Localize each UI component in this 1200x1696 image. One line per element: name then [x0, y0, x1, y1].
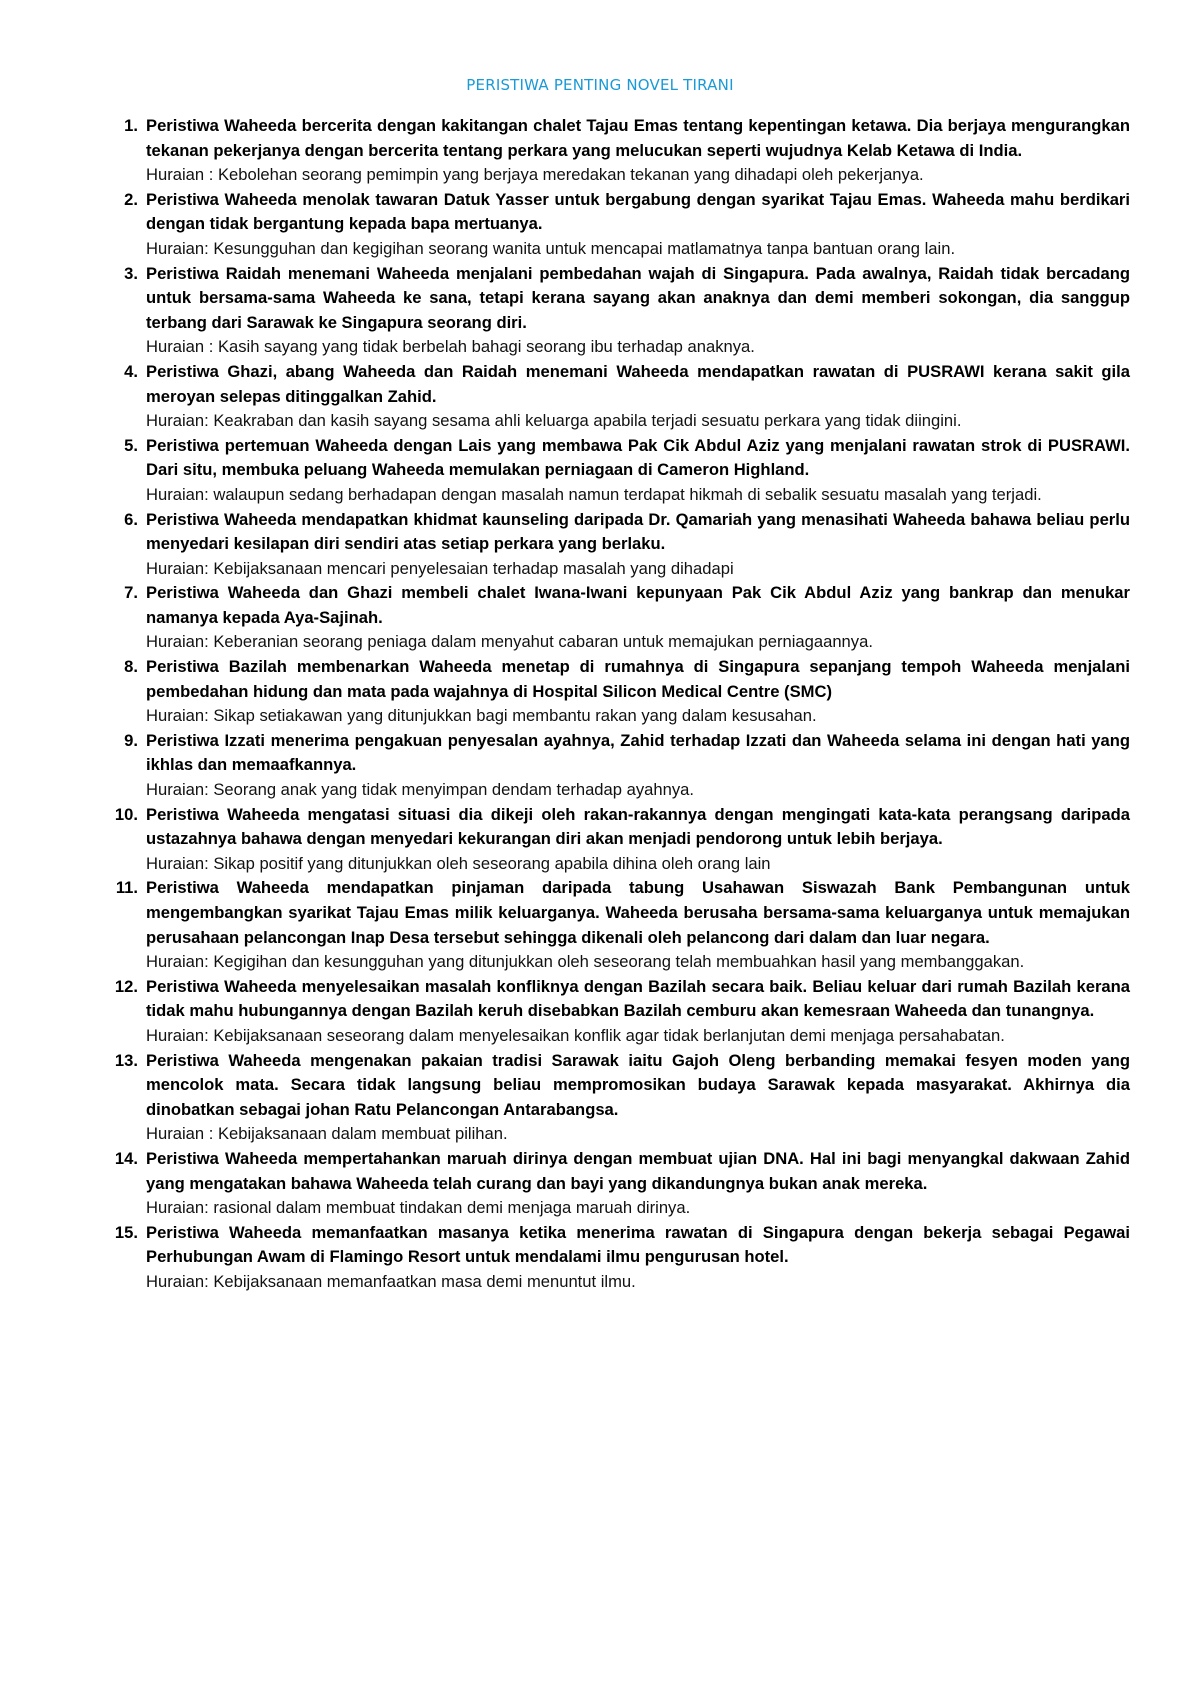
item-huraian: Huraian : Kasih sayang yang tidak berbelah bahagi seorang ibu terhadap anaknya.	[146, 337, 755, 357]
list-item	[98, 508, 1130, 582]
item-event: Peristiwa Waheeda bercerita dengan kakitangan chalet Tajau Emas tentang kepentingan ketawa. Dia berjaya mengurangkan tekanan pekerjanya dengan bercerita tentang perkara yang melucukan seperti wujudnya Kelab Ketawa di India.	[146, 116, 1130, 160]
list-item	[98, 581, 1130, 655]
item-event: Peristiwa Waheeda mendapatkan pinjaman daripada tabung Usahawan Siswazah Bank Pembangunan untuk mengembangkan syarikat Tajau Emas milik keluarganya. Waheeda berusaha bersama-sama keluarganya untuk memajukan perusahaan pelancongan Inap Desa tersebut sehingga dikenali oleh pelancong dari dalam dan luar negara.	[146, 878, 1130, 947]
item-event: Peristiwa Waheeda mengatasi situasi dia dikeji oleh rakan-rakannya dengan mengingati kata-kata perangsang daripada ustazahnya bahawa dengan menyedari kekurangan diri akan menjadi pendorong untuk lebih berjaya.	[146, 804, 1130, 849]
item-event: Peristiwa Ghazi, abang Waheeda dan Raidah menemani Waheeda mendapatkan rawatan di PUSRAWI kerana sakit gila meroyan selepas ditinggalkan Zahid.	[146, 361, 1130, 406]
event-list	[98, 114, 1130, 1295]
item-huraian: Huraian: Keberanian seorang peniaga dalam menyahut cabaran untuk memajukan perniagaannya.	[146, 632, 873, 652]
item-huraian: Huraian: rasional dalam membuat tindakan demi menjaga maruah dirinya.	[146, 1198, 691, 1218]
item-event: Peristiwa pertemuan Waheeda dengan Lais yang membawa Pak Cik Abdul Aziz yang menjalani rawatan strok di PUSRAWI. Dari situ, membuka peluang Waheeda memulakan perniagaan di Cameron Highland.	[146, 435, 1130, 480]
item-huraian: Huraian: Kesungguhan dan kegigihan seorang wanita untuk mencapai matlamatnya tanpa bantuan orang lain.	[146, 238, 956, 258]
item-number: 11.	[115, 878, 138, 898]
item-event: Peristiwa Waheeda mendapatkan khidmat kaunseling daripada Dr. Qamariah yang menasihati Waheeda bahawa beliau perlu menyedari kesilapan diri sendiri atas setiap perkara yang berlaku.	[146, 509, 1130, 554]
item-event: Peristiwa Raidah menemani Waheeda menjalani pembedahan wajah di Singapura. Pada awalnya, Raidah tidak bercadang untuk bersama-sama Waheeda ke sana, tetapi kerana sayang akan anaknya dan demi memberi sokongan, dia sanggup terbang dari Sarawak ke Singapura seorang diri.	[146, 263, 1130, 332]
item-huraian: Huraian: walaupun sedang berhadapan dengan masalah namun terdapat hikmah di sebalik sesuatu masalah yang terjadi.	[146, 484, 1042, 504]
item-number: 13.	[114, 1050, 138, 1070]
item-huraian: Huraian: Kebijaksanaan seseorang dalam menyelesaikan konflik agar tidak berlanjutan demi menjaga persahabatan.	[146, 1025, 1005, 1045]
item-huraian: Huraian: Sikap setiakawan yang ditunjukkan bagi membantu rakan yang dalam kesusahan.	[146, 706, 817, 726]
list-item	[98, 114, 1130, 188]
item-event: Peristiwa Izzati menerima pengakuan penyesalan ayahnya, Zahid terhadap Izzati dan Waheeda selama ini dengan hati yang ikhlas dan memaafkannya.	[146, 730, 1130, 775]
item-event: Peristiwa Waheeda dan Ghazi membeli chalet Iwana-Iwani kepunyaan Pak Cik Abdul Aziz yang bankrap dan menukar namanya kepada Aya-Sajinah.	[146, 583, 1130, 627]
item-huraian: Huraian: Seorang anak yang tidak menyimpan dendam terhadap ayahnya.	[146, 780, 694, 800]
list-item	[98, 1049, 1130, 1147]
item-number: 5.	[124, 435, 138, 455]
list-item	[98, 262, 1130, 360]
list-item	[98, 729, 1130, 803]
item-huraian: Huraian: Kebijaksanaan mencari penyelesaian terhadap masalah yang dihadapi	[146, 558, 734, 578]
item-number: 8.	[124, 657, 138, 677]
item-event: Peristiwa Bazilah membenarkan Waheeda menetap di rumahnya di Singapura sepanjang tempoh Waheeda menjalani pembedahan hidung dan mata pada wajahnya di Hospital Silicon Medical Centre (SMC)	[146, 657, 1130, 701]
item-number: 4.	[124, 361, 138, 381]
document-title: PERISTIWA PENTING NOVEL TIRANI	[466, 76, 734, 94]
item-event: Peristiwa Waheeda memanfaatkan masanya ketika menerima rawatan di Singapura dengan bekerja sebagai Pegawai Perhubungan Awam di Flamingo Resort untuk mendalami ilmu pengurusan hotel.	[146, 1222, 1130, 1267]
item-number: 10.	[114, 804, 138, 824]
list-item	[98, 1221, 1130, 1295]
item-huraian: Huraian: Sikap positif yang ditunjukkan oleh seseorang apabila dihina oleh orang lain	[146, 853, 771, 873]
item-event: Peristiwa Waheeda menolak tawaran Datuk Yasser untuk bergabung dengan syarikat Tajau Emas. Waheeda mahu berdikari dengan tidak bergantung kepada bapa mertuanya.	[146, 189, 1130, 234]
item-event: Peristiwa Waheeda mempertahankan maruah dirinya dengan membuat ujian DNA. Hal ini bagi menyangkal dakwaan Zahid yang mengatakan bahawa Waheeda telah curang dan bayi yang dikandungnya bukan anak mereka.	[146, 1148, 1130, 1193]
item-huraian: Huraian: Kebijaksanaan memanfaatkan masa demi menuntut ilmu.	[146, 1271, 636, 1291]
item-huraian: Huraian: Kegigihan dan kesungguhan yang ditunjukkan oleh seseorang telah membuahkan hasil yang membanggakan.	[146, 952, 1025, 972]
item-number: 9.	[124, 730, 138, 750]
list-item	[98, 803, 1130, 877]
item-huraian: Huraian : Kebolehan seorang pemimpin yang berjaya meredakan tekanan yang dihadapi oleh pekerjanya.	[146, 165, 924, 185]
item-event: Peristiwa Waheeda mengenakan pakaian tradisi Sarawak iaitu Gajoh Oleng berbanding memakai fesyen moden yang mencolok mata. Secara tidak langsung beliau mempromosikan budaya Sarawak kepada masyarakat. Akhirnya dia dinobatkan sebagai johan Ratu Pelancongan Antarabangsa.	[146, 1050, 1130, 1119]
list-item	[98, 876, 1130, 974]
item-huraian: Huraian : Kebijaksanaan dalam membuat pilihan.	[146, 1124, 508, 1144]
list-item	[98, 655, 1130, 729]
list-item	[98, 188, 1130, 262]
item-number: 6.	[124, 509, 138, 529]
item-number: 7.	[124, 583, 138, 603]
item-event: Peristiwa Waheeda menyelesaikan masalah konfliknya dengan Bazilah secara baik. Beliau keluar dari rumah Bazilah kerana tidak mahu hubungannya dengan Bazilah keruh disebabkan Bazilah cemburu akan kemesraan Waheeda dan tunangnya.	[146, 976, 1130, 1021]
item-number: 15.	[114, 1222, 138, 1242]
item-number: 2.	[124, 189, 138, 209]
item-huraian: Huraian: Keakraban dan kasih sayang sesama ahli keluarga apabila terjadi sesuatu perkara yang tidak diingini.	[146, 411, 962, 431]
item-number: 1.	[124, 116, 138, 135]
list-item	[98, 1147, 1130, 1221]
list-item	[98, 434, 1130, 508]
item-number: 3.	[124, 263, 138, 283]
item-number: 12.	[114, 976, 138, 996]
item-number: 14.	[114, 1148, 138, 1168]
list-item	[98, 975, 1130, 1049]
list-item	[98, 360, 1130, 434]
